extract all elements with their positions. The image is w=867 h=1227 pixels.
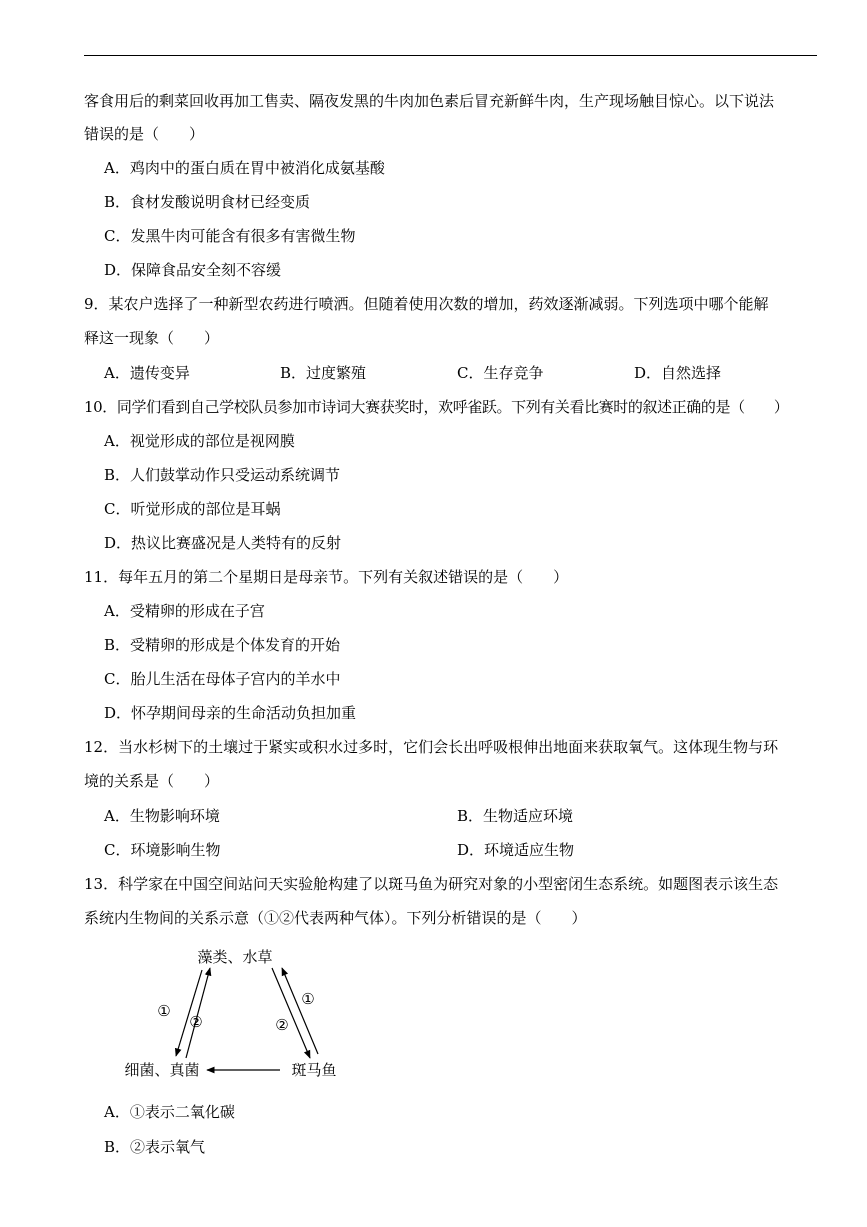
q9-option-a: A．遗传变异 — [104, 364, 190, 382]
ecosystem-diagram — [110, 940, 360, 1090]
q11-option-b: B．受精卵的形成是个体发育的开始 — [104, 636, 341, 654]
diagram-label-2-right: ② — [275, 1016, 289, 1034]
q9-stem-line1: 9．某农户选择了一种新型农药进行喷洒。但随着使用次数的增加，药效逐渐减弱。下列选项中哪个能解 — [84, 295, 769, 313]
q9-stem-line2: 释这一现象（ ） — [84, 329, 220, 347]
diagram-label-1-right: ① — [301, 990, 315, 1008]
q12-stem-line1: 12．当水杉树下的土壤过于紧实或积水过多时，它们会长出呼吸根伸出地面来获取氧气。这体现生物与环 — [84, 738, 779, 756]
diagram-node-decomposers: 细菌、真菌 — [124, 1061, 200, 1079]
q11-option-d: D．怀孕期间母亲的生命活动负担加重 — [104, 704, 357, 722]
diagram-arrow-plants-to-fish — [272, 968, 310, 1058]
q10-option-d: D．热议比赛盛况是人类特有的反射 — [104, 534, 342, 552]
q8-stem-line1: 客食用后的剩菜回收再加工售卖、隔夜发黑的牛肉加色素后冒充新鲜牛肉，生产现场触目惊心。以下说法 — [84, 92, 775, 110]
q10-stem-line1: 10．同学们看到自己学校队员参加市诗词大赛获奖时，欢呼雀跃。下列有关看比赛时的叙述正确的是（ ） — [84, 398, 789, 416]
q11-stem-line1: 11．每年五月的第二个星期日是母亲节。下列有关叙述错误的是（ ） — [84, 568, 569, 586]
q13-option-a: A．①表示二氧化碳 — [104, 1103, 235, 1121]
q11-option-c: C．胎儿生活在母体子宫内的羊水中 — [104, 670, 341, 688]
q9-option-c: C．生存竞争 — [457, 364, 544, 382]
q11-option-a: A．受精卵的形成在子宫 — [104, 602, 265, 620]
q12-option-b: B．生物适应环境 — [457, 807, 574, 825]
q8-option-d: D．保障食品安全刻不容缓 — [104, 261, 282, 279]
q9-option-d: D．自然选择 — [634, 364, 722, 382]
q8-stem-line2: 错误的是（ ） — [84, 125, 205, 143]
q12-option-a: A．生物影响环境 — [104, 807, 220, 825]
q13-option-b: B．②表示氧气 — [104, 1138, 206, 1156]
q10-option-c: C．听觉形成的部位是耳蜗 — [104, 500, 281, 518]
q12-option-c: C．环境影响生物 — [104, 841, 221, 859]
q13-stem-line2: 系统内生物间的关系示意（①②代表两种气体）。下列分析错误的是（ ） — [84, 909, 587, 927]
q8-option-c: C．发黑牛肉可能含有很多有害微生物 — [104, 227, 356, 245]
diagram-node-fish: 斑马鱼 — [291, 1061, 337, 1079]
q12-option-d: D．环境适应生物 — [457, 841, 575, 859]
diagram-label-2-left: ② — [189, 1013, 203, 1031]
header-rule — [84, 55, 817, 56]
q8-option-b: B．食材发酸说明食材已经变质 — [104, 193, 311, 211]
q9-option-b: B．过度繁殖 — [280, 364, 367, 382]
diagram-label-1-left: ① — [157, 1002, 171, 1020]
q13-stem-line1: 13．科学家在中国空间站问天实验舱构建了以斑马鱼为研究对象的小型密闭生态系统。如题图表示该生态 — [84, 875, 779, 893]
q10-option-a: A．视觉形成的部位是视网膜 — [104, 432, 295, 450]
diagram-arrow-fish-to-plants — [282, 968, 318, 1054]
diagram-node-plants: 藻类、水草 — [197, 948, 273, 966]
q8-option-a: A．鸡肉中的蛋白质在胃中被消化成氨基酸 — [104, 159, 385, 177]
q12-stem-line2: 境的关系是（ ） — [84, 772, 220, 790]
q10-option-b: B．人们鼓掌动作只受运动系统调节 — [104, 466, 341, 484]
